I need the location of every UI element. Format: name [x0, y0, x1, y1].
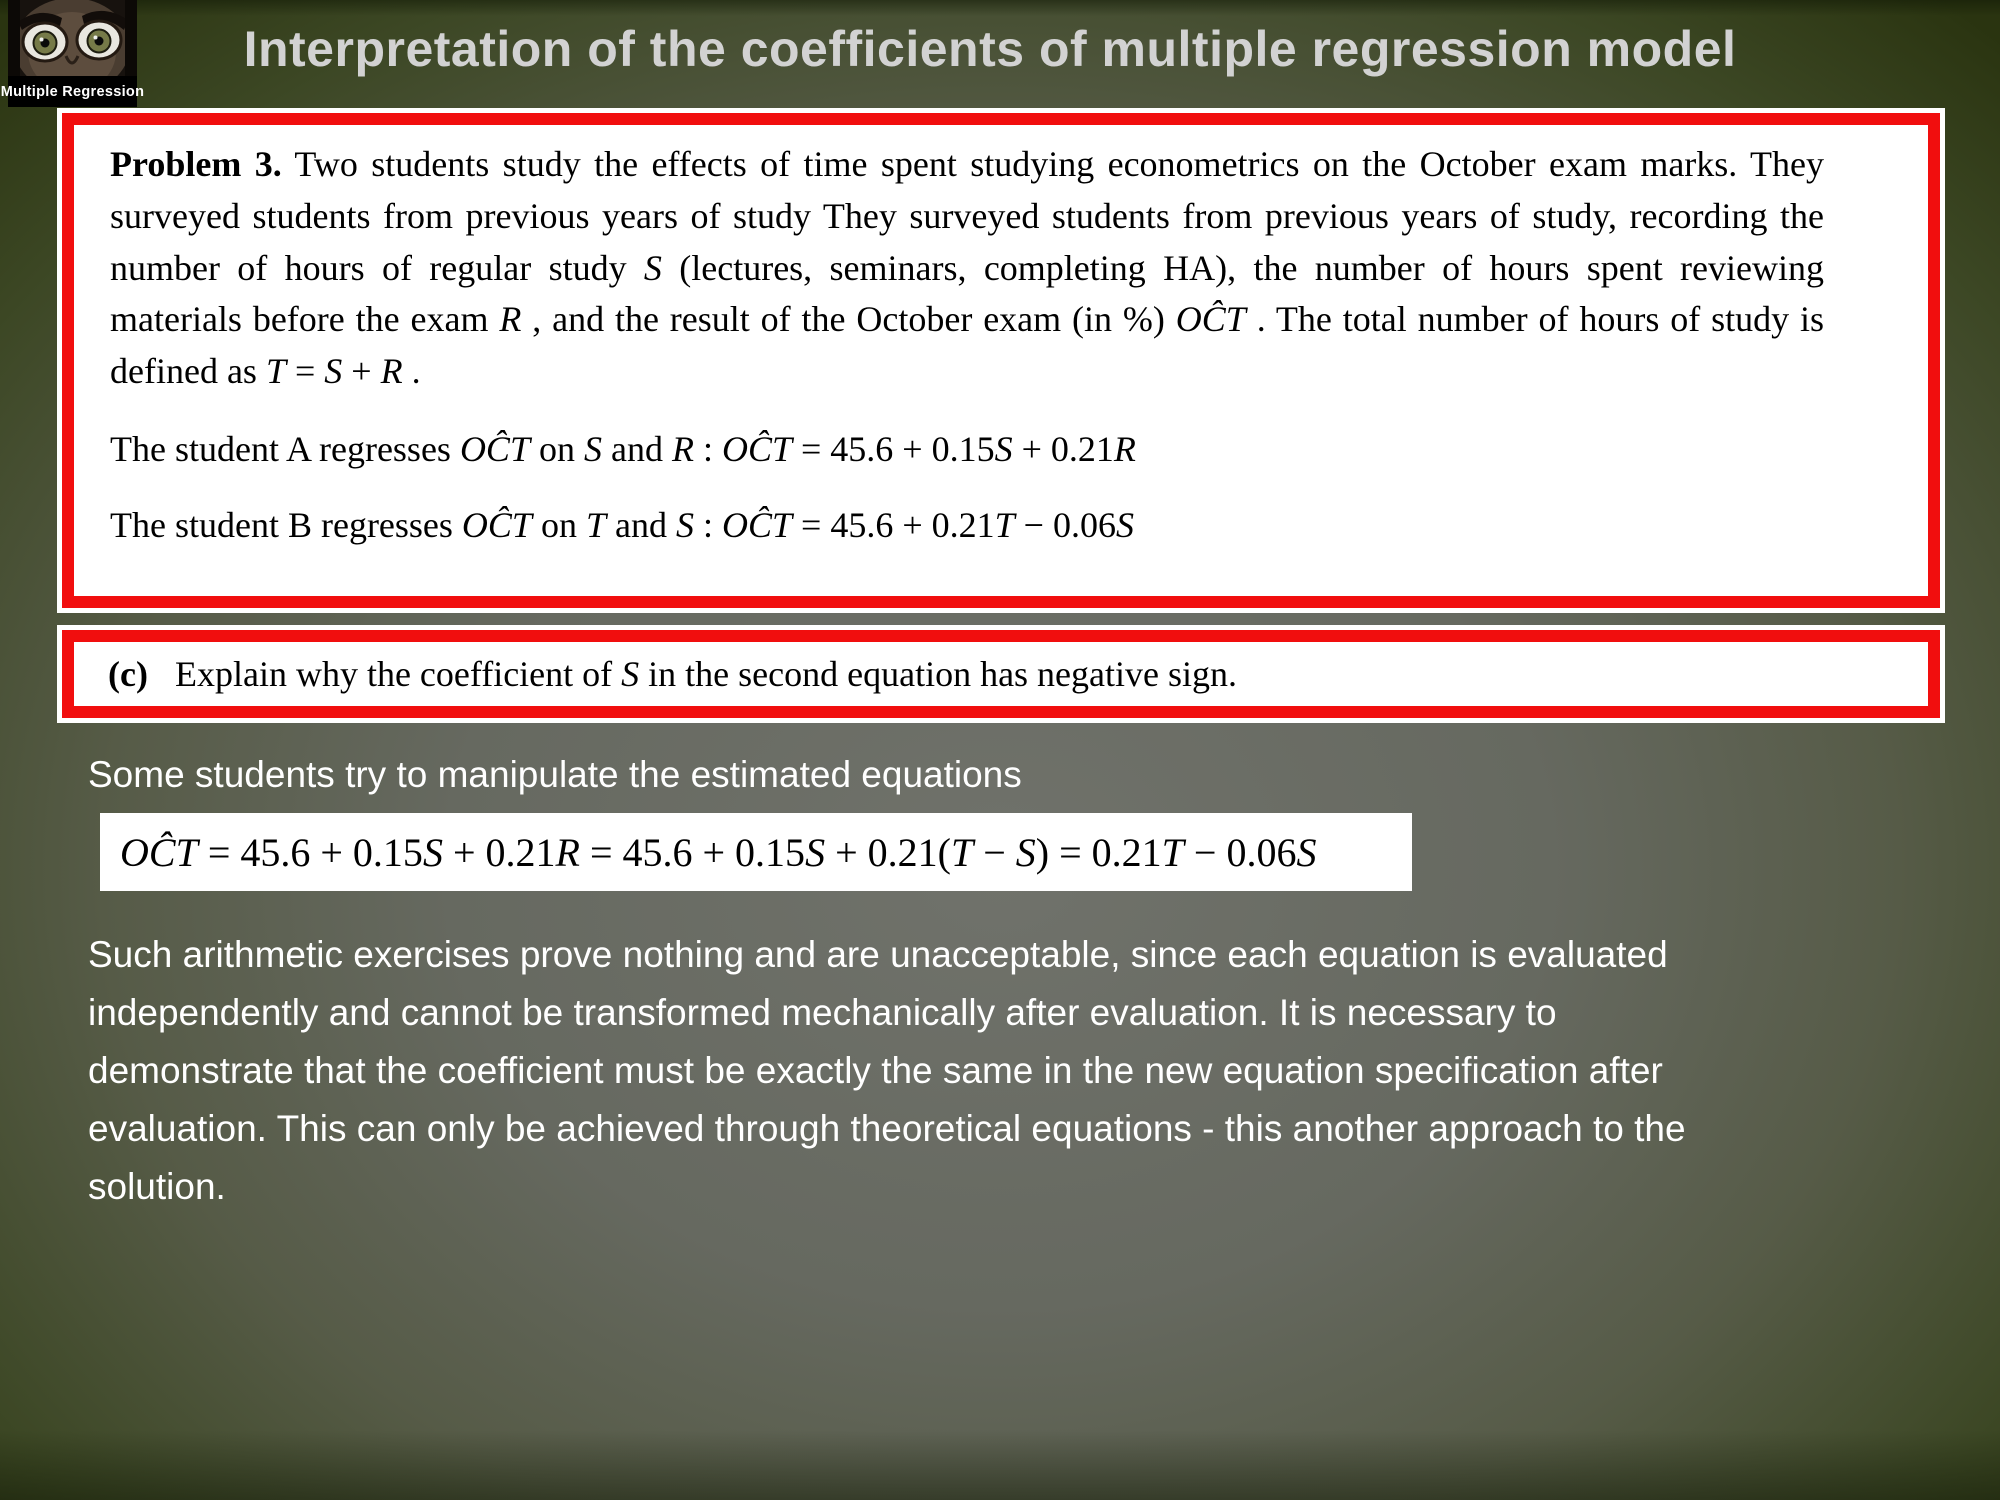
- problem-paragraph: Problem 3. Two students study the effects of time spent studying econometrics on the October exam marks. They surveyed students from previous years of study They surveyed students from previous years of study, recording the number of hours of regular study S (lectures, seminars, completing HA), the number of hours spent reviewing materials before the exam R , and the result of the October exam (in %) OĈT . The total number of hours of study is defined as T = S + R .: [110, 144, 1825, 392]
- question-text: (c) Explain why the coefficient of S in the second equation has negative sign.: [108, 654, 1238, 694]
- regression-line-student-b: The student B regresses OĈT on T and S : OĈT = 45.6 + 0.21T − 0.06S: [110, 504, 1134, 545]
- logo-caption: Multiple Regression: [8, 76, 137, 107]
- equation-text: OĈT = 45.6 + 0.15S + 0.21R = 45.6 + 0.15S + 0.21(T − S) = 0.21T − 0.06S: [120, 829, 1317, 875]
- conclusion-paragraph: Such arithmetic exercises prove nothing and are unacceptable, since each equation is evaluated independently and cannot be transformed mechanically after evaluation. It is necessary to demonstrate that the coefficient must be exactly the same in the new equation specification after evaluation. This can only be achieved through theoretical equations - this another approach to the solution.: [88, 934, 1686, 1207]
- question-box: [62, 630, 1940, 718]
- slide-title: Interpretation of the coefficients of multiple regression model: [243, 21, 1737, 77]
- manipulation-equation: [100, 813, 1412, 891]
- regression-line-student-a: The student A regresses OĈT on S and R : OĈT = 45.6 + 0.15S + 0.21R: [110, 429, 1136, 470]
- problem-box: [62, 113, 1940, 608]
- manipulation-intro: Some students try to manipulate the estimated equations: [88, 754, 1022, 795]
